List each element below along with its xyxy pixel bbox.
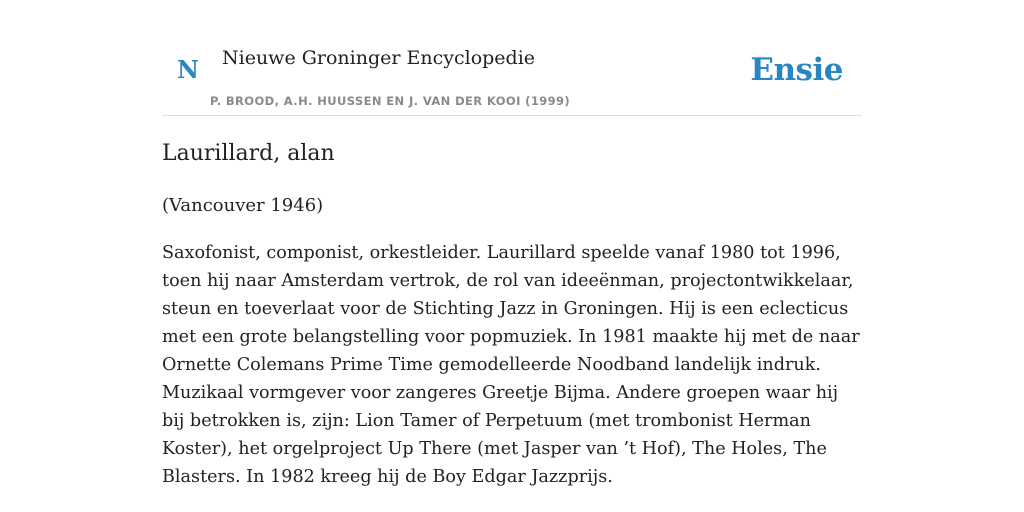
entry-body: Saxofonist, componist, orkestleider. Laurillard speelde vanaf 1980 tot 1996, toen hij naar Amsterdam vertrok, de rol van ideeënman, projectontwikkelaar, steun en toeverlaat voor de Stichting Jazz in Groningen. Hij is een eclecticus met een grote belangstelling voor popmuziek. In 1981 maakte hij met de naar Ornette Colemans Prime Time gemodelleerde Noodband landelijk indruk. Muzikaal vormgever voor zangeres Greetje Bijma. Andere groepen waar hij bij betrokken is, zijn: Lion Tamer of Perpetuum (met trombonist Herman Koster), het orgelproject Up There (met Jasper van ’t Hof), The Holes, The Blasters. In 1982 kreeg hij de Boy Edgar Jazzprijs. [162, 243, 860, 487]
brand-logo[interactable]: Ensie [750, 52, 843, 88]
source-authors: P. BROOD, A.H. HUUSSEN EN J. VAN DER KOOI (1999) [210, 94, 571, 108]
entry-title: Laurillard, alan [162, 141, 335, 166]
source-logo[interactable]: N [177, 55, 199, 84]
source-title[interactable]: Nieuwe Groninger Encyclopedie [222, 47, 536, 69]
source-header [162, 0, 862, 116]
page [162, 0, 862, 512]
entry-subtitle: (Vancouver 1946) [162, 195, 324, 216]
